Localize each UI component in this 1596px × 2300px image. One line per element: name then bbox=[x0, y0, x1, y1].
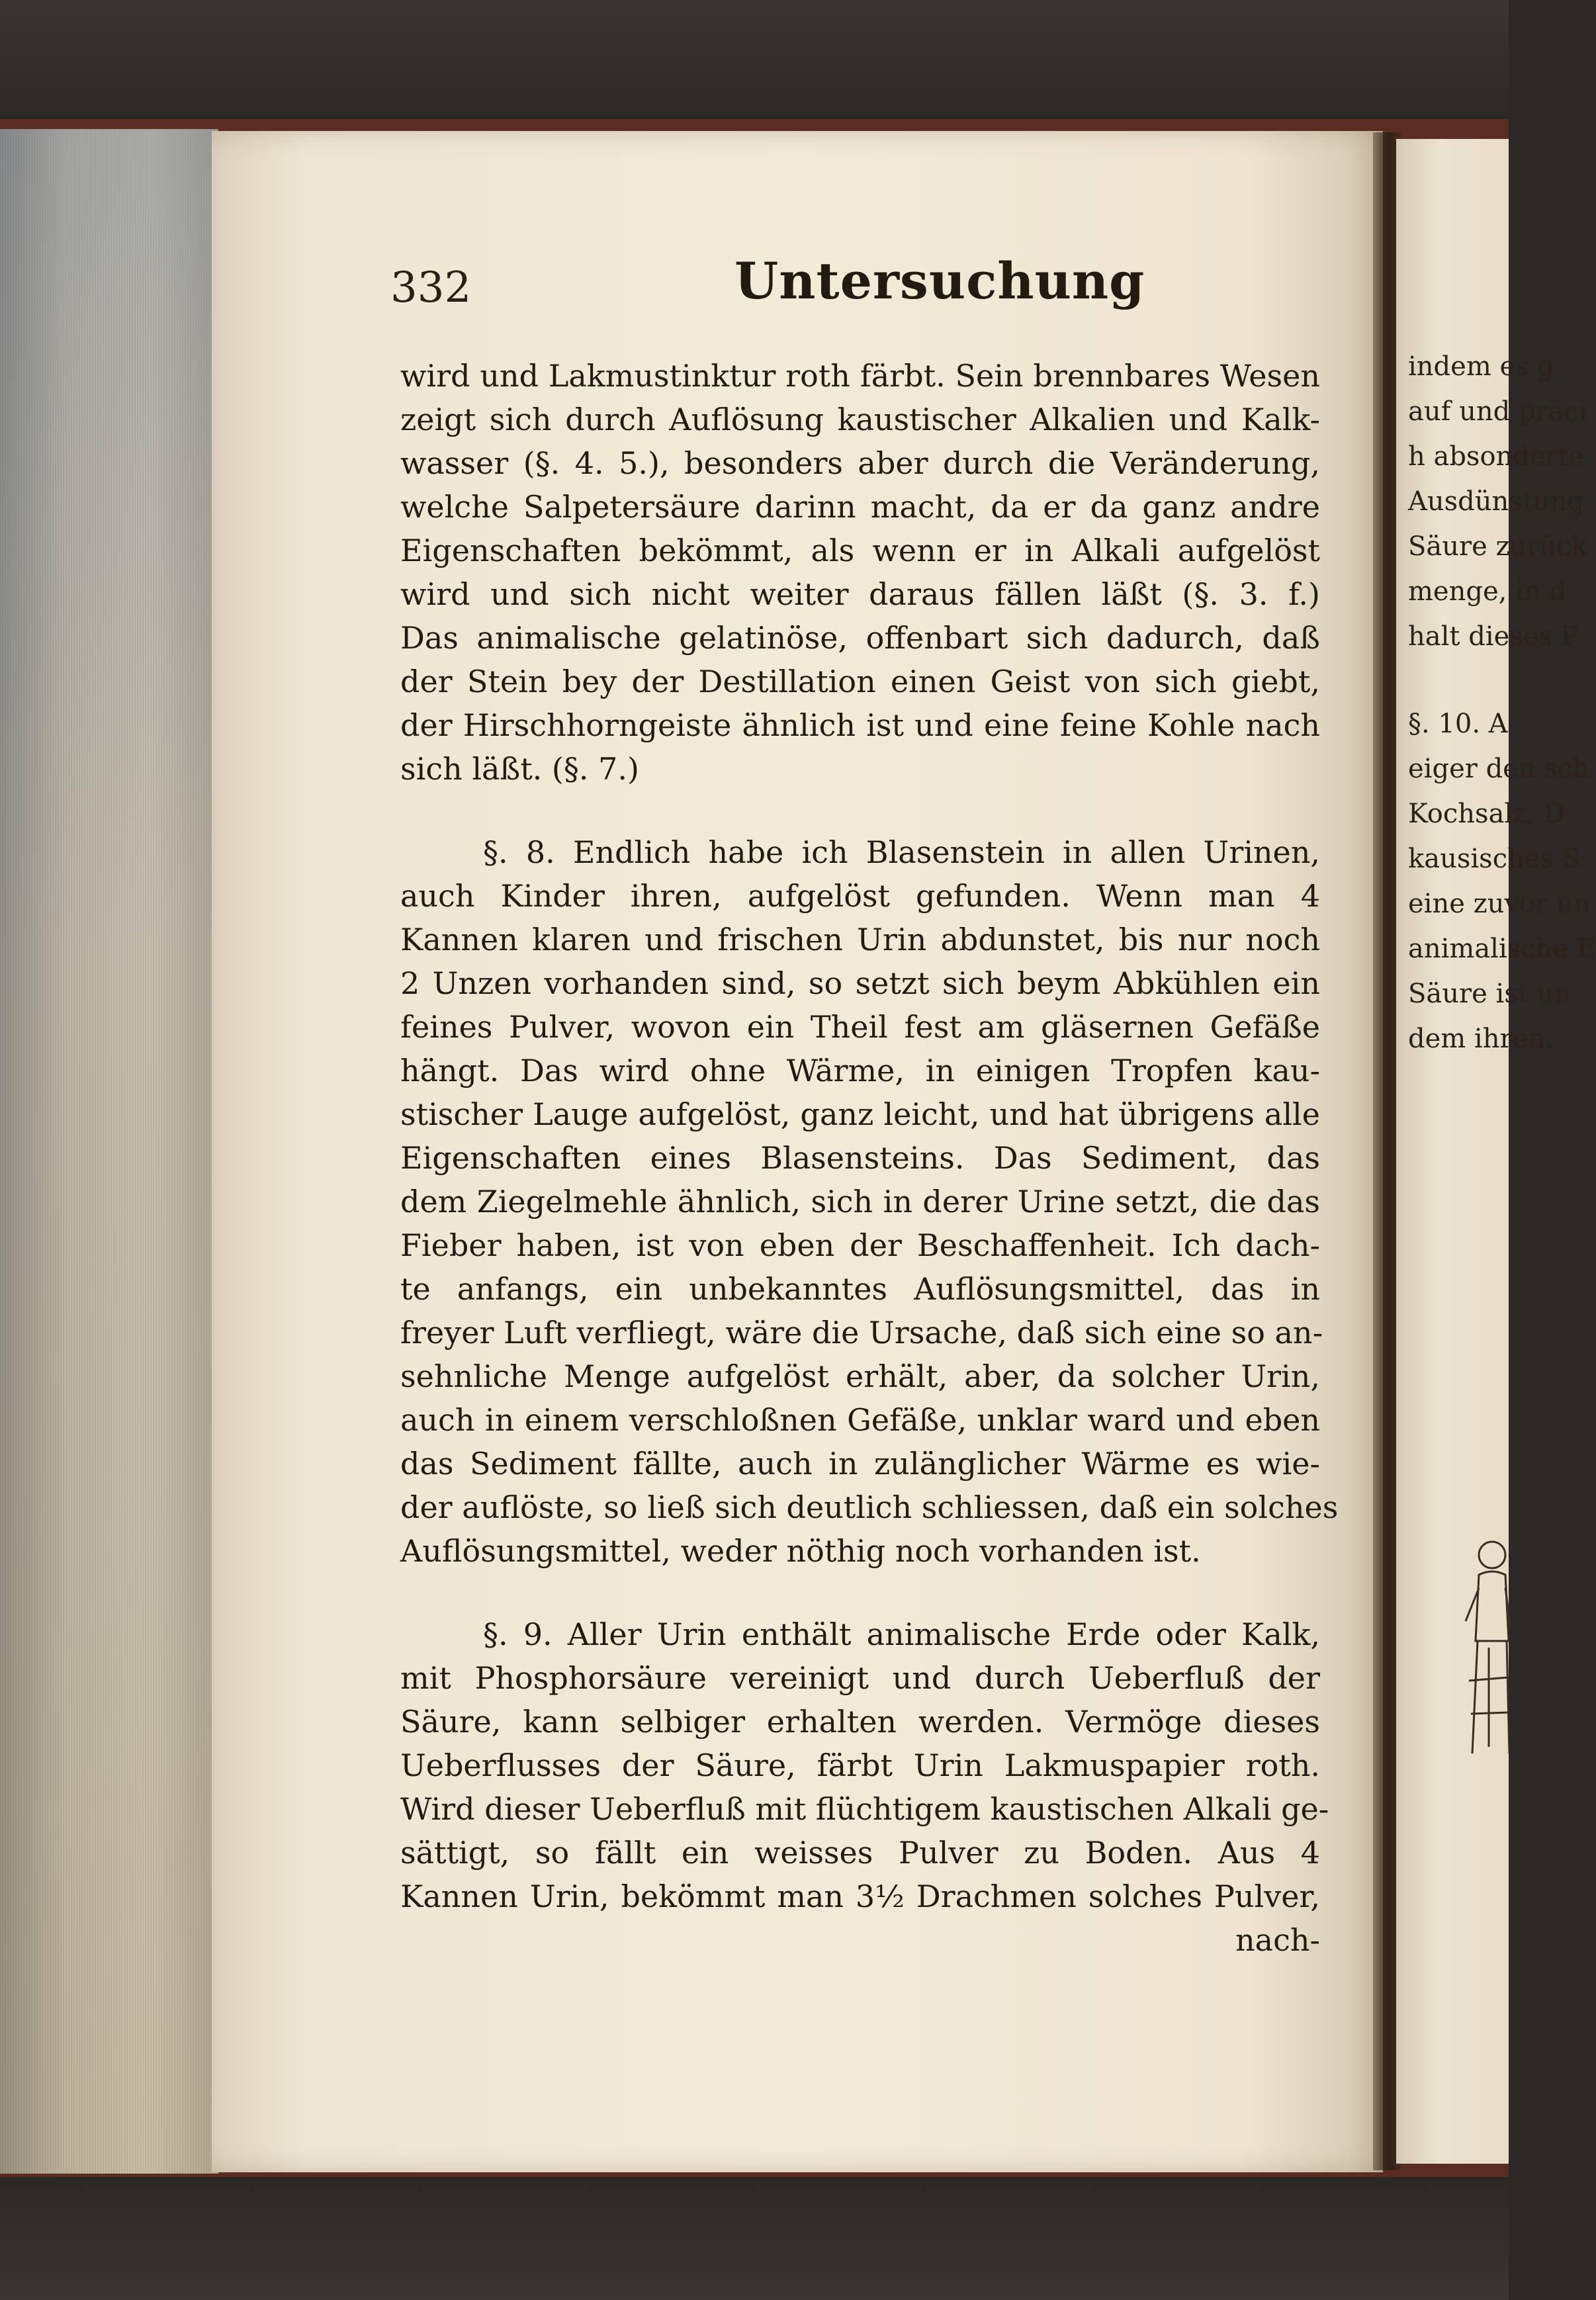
page-number: 332 bbox=[390, 263, 472, 312]
paragraph-section-9 bbox=[400, 1613, 1329, 1962]
text-line: Auflösungsmittel, weder nöthig noch vorhanden ist. bbox=[400, 1533, 1201, 1569]
catchword: nach- bbox=[1235, 1922, 1320, 1958]
text-line: 2 Unzen vorhanden sind, so setzt sich beym Abkühlen ein bbox=[400, 965, 1320, 1001]
text-line: sich läßt. (§. 7.) bbox=[400, 751, 639, 787]
text-line: wird und sich nicht weiter daraus fällen läßt (§. 3. f.) bbox=[400, 576, 1320, 612]
text-line: der Hirschhorngeiste ähnlich ist und eine feine Kohle nach bbox=[400, 707, 1320, 743]
page-edges bbox=[0, 129, 218, 2174]
facing-line: h absonderte bbox=[1408, 441, 1585, 472]
text-line: Kannen Urin, bekömmt man 3½ Drachmen solches Pulver, bbox=[400, 1879, 1320, 1914]
text-line: sehnliche Menge aufgelöst erhält, aber, da solcher Urin, bbox=[400, 1358, 1320, 1394]
facing-line: eine zuvor un bbox=[1408, 889, 1591, 919]
text-line: mit Phosphorsäure vereinigt und durch Ueberfluß der bbox=[400, 1660, 1320, 1696]
facing-page bbox=[1396, 139, 1596, 2164]
engraved-figure-icon bbox=[1459, 1535, 1512, 1767]
facing-line: Ausdünstung bbox=[1408, 486, 1585, 517]
text-line: Das animalische gelatinöse, offenbart sich dadurch, daß bbox=[400, 620, 1320, 656]
text-line: §. 8. Endlich habe ich Blasenstein in allen Urinen, bbox=[483, 834, 1320, 870]
page-title: Untersuchung bbox=[734, 251, 1145, 310]
text-line: auch in einem verschloßnen Gefäße, unklar ward und eben bbox=[400, 1402, 1320, 1438]
facing-line: Säure zurück bbox=[1408, 531, 1587, 562]
text-line: wasser (§. 4. 5.), besonders aber durch die Veränderung, bbox=[400, 445, 1320, 481]
facing-line: §. 10. A bbox=[1408, 709, 1508, 739]
text-line: Kannen klaren und frischen Urin abdunstet, bis nur noch bbox=[400, 922, 1320, 957]
facing-line: Säure ist un bbox=[1408, 979, 1572, 1009]
facing-line: auf und präci bbox=[1408, 396, 1587, 427]
text-line: dem Ziegelmehle ähnlich, sich in derer Urine setzt, die das bbox=[400, 1184, 1320, 1219]
text-line: freyer Luft verfliegt, wäre die Ursache, daß sich eine so an- bbox=[400, 1315, 1323, 1350]
text-line: welche Salpetersäure darinn macht, da er da ganz andre bbox=[400, 489, 1320, 525]
text-line: hängt. Das wird ohne Wärme, in einigen Tropfen kau- bbox=[400, 1053, 1320, 1088]
text-line: feines Pulver, wovon ein Theil fest am gläsernen Gefäße bbox=[400, 1009, 1320, 1045]
facing-page-text-top bbox=[1408, 344, 1587, 659]
text-line: Eigenschaften bekömmt, als wenn er in Alkali aufgelöst bbox=[400, 533, 1320, 568]
text-line: sättigt, so fällt ein weisses Pulver zu Boden. Aus 4 bbox=[400, 1835, 1320, 1871]
text-line: wird und Lakmustinktur roth färbt. Sein brennbares Wesen bbox=[400, 358, 1320, 394]
facing-line: animalische E bbox=[1408, 934, 1596, 964]
facing-line: dem ihren. bbox=[1408, 1024, 1554, 1054]
paragraph bbox=[400, 354, 1320, 791]
text-line: der Stein bey der Destillation einen Geist von sich giebt, bbox=[400, 664, 1320, 699]
facing-line: menge, in d bbox=[1408, 576, 1566, 607]
text-line: §. 9. Aller Urin enthält animalische Erde oder Kalk, bbox=[483, 1616, 1320, 1652]
text-line: das Sediment fällte, auch in zulänglicher Wärme es wie- bbox=[400, 1446, 1320, 1482]
body-text bbox=[400, 354, 1339, 1962]
text-line: Eigenschaften eines Blasensteins. Das Sediment, das bbox=[400, 1140, 1320, 1176]
facing-line: eiger den sch bbox=[1408, 754, 1590, 784]
paragraph-section-8 bbox=[400, 830, 1339, 1573]
facing-line: kausisches S bbox=[1408, 844, 1581, 874]
text-line: stischer Lauge aufgelöst, ganz leicht, und hat übrigens alle bbox=[400, 1096, 1320, 1132]
text-line: zeigt sich durch Auflösung kaustischer Alkalien und Kalk- bbox=[400, 402, 1320, 437]
text-line: Säure, kann selbiger erhalten werden. Vermöge dieses bbox=[400, 1704, 1320, 1740]
text-line: Fieber haben, ist von eben der Beschaffenheit. Ich dach- bbox=[400, 1227, 1320, 1263]
facing-line: halt dieses P bbox=[1408, 621, 1579, 652]
text-line: der auflöste, so ließ sich deutlich schliessen, daß ein solches bbox=[400, 1489, 1339, 1525]
facing-line: Kochsalz, D bbox=[1408, 799, 1565, 829]
text-line: te anfangs, ein unbekanntes Auflösungsmittel, das in bbox=[400, 1271, 1320, 1307]
text-line: Wird dieser Ueberfluß mit flüchtigem kaustischen Alkali ge- bbox=[400, 1791, 1329, 1827]
text-line: auch Kinder ihren, aufgelöst gefunden. Wenn man 4 bbox=[400, 878, 1320, 914]
facing-page-text-bottom bbox=[1408, 701, 1596, 1061]
running-head bbox=[390, 251, 1317, 324]
text-line: Ueberflusses der Säure, färbt Urin Lakmuspapier roth. bbox=[400, 1747, 1320, 1783]
facing-line: indem es g bbox=[1408, 351, 1554, 382]
